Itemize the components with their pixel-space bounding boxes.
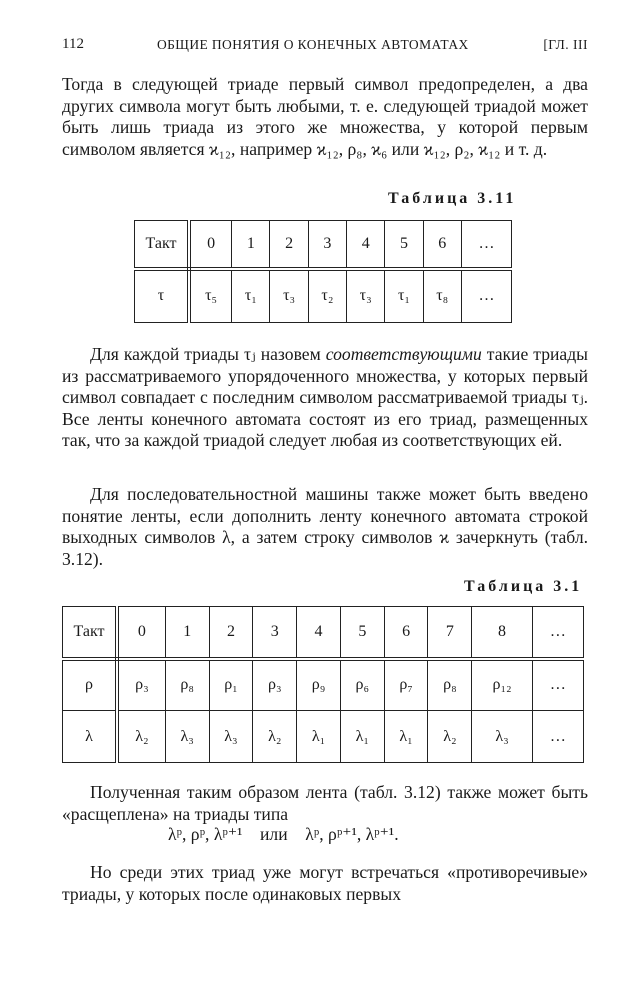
table-3-11 <box>134 220 512 323</box>
table-cell: τ₁ <box>232 269 270 323</box>
table-cell: τ₅ <box>189 269 232 323</box>
page-number: 112 <box>62 36 84 52</box>
table-cell: λ₁ <box>384 711 428 763</box>
table-cell: 5 <box>340 607 384 659</box>
table-3-11-caption: Таблица 3.11 <box>388 190 517 207</box>
table-cell: … <box>461 221 511 269</box>
table-cell: τ₃ <box>270 269 308 323</box>
table-cell: ρ₇ <box>384 659 428 711</box>
table-cell: 5 <box>385 221 423 269</box>
table-cell: 4 <box>297 607 341 659</box>
running-header <box>62 36 588 60</box>
table-cell: ρ₃ <box>117 659 165 711</box>
table-cell: 3 <box>308 221 346 269</box>
table-3-12 <box>62 606 584 763</box>
table-cell: 0 <box>117 607 165 659</box>
paragraph-1: Тогда в следующей триаде первый символ предопределен, а два других символа могут быть любыми, т. е. следующей триадой может быть лишь триада из этого же множества, у которой первым символом является ϰ₁₂, например ϰ₁₂, ρ₈, ϰ₆ или ϰ₁₂, ρ₂, ϰ₁₂ и т. д. <box>62 74 588 159</box>
table-cell: 6 <box>384 607 428 659</box>
table-3-12-row-rho <box>63 659 584 711</box>
table-cell: 3 <box>253 607 297 659</box>
table-cell: 7 <box>428 607 472 659</box>
paragraph-2-end: такие триады из рассматриваемого упорядоченного множества, у которых первый символ совпадает с последним символом рассматриваемой триады τⱼ. Все ленты конечного автомата состоят из его триад, размещенных так, что за каждой триадой следует любая из соответствующих ей. <box>62 344 588 451</box>
paragraph-5: Но среди этих триад уже могут встречаться «противоречивые» триады, у которых после одинаковых первых <box>62 862 588 904</box>
table-cell: 1 <box>165 607 209 659</box>
table-cell: 8 <box>472 607 533 659</box>
table-cell: 2 <box>270 221 308 269</box>
triad-formula <box>168 824 488 845</box>
table-cell: ρ₁ <box>209 659 253 711</box>
table-cell: Такт <box>135 221 190 269</box>
table-cell: 4 <box>347 221 385 269</box>
table-cell: λ₁ <box>297 711 341 763</box>
table-cell: τ₁ <box>385 269 423 323</box>
table-cell: λ₃ <box>472 711 533 763</box>
paragraph-3: Для последовательностной машины также может быть введено понятие ленты, если дополнить ленту конечного автомата строкой выходных символов λ, а затем строку символов ϰ зачеркнуть (табл. 3.12). <box>62 484 588 569</box>
table-cell: λ <box>63 711 118 763</box>
table-cell: ρ₈ <box>428 659 472 711</box>
table-cell: Такт <box>63 607 118 659</box>
table-cell: 1 <box>232 221 270 269</box>
table-cell: 6 <box>423 221 461 269</box>
running-title: ОБЩИЕ ПОНЯТИЯ О КОНЕЧНЫХ АВТОМАТАХ <box>157 37 469 52</box>
emphasized-term: соответствующими <box>325 344 482 364</box>
table-cell: … <box>532 711 583 763</box>
chapter-marker: [ГЛ. III <box>543 37 588 52</box>
table-cell: ρ₆ <box>340 659 384 711</box>
table-cell: ρ₈ <box>165 659 209 711</box>
table-cell: … <box>532 659 583 711</box>
table-cell: … <box>532 607 583 659</box>
formula-connector: или <box>260 824 288 844</box>
table-cell: ρ₉ <box>297 659 341 711</box>
paragraph-2-start: Для каждой триады τⱼ назовем <box>90 344 326 364</box>
table-cell: τ₈ <box>423 269 461 323</box>
table-cell: λ₂ <box>117 711 165 763</box>
table-cell: λ₃ <box>165 711 209 763</box>
table-cell: ρ <box>63 659 118 711</box>
table-3-11-row-takt <box>135 221 512 269</box>
table-3-12-caption: Таблица 3.1 <box>464 578 583 595</box>
table-cell: λ₂ <box>428 711 472 763</box>
table-cell: λ₂ <box>253 711 297 763</box>
table-cell: 0 <box>189 221 232 269</box>
table-3-12-row-takt <box>63 607 584 659</box>
table-cell: ρ₃ <box>253 659 297 711</box>
table-3-12-row-lambda <box>63 711 584 763</box>
table-cell: … <box>461 269 511 323</box>
table-cell: λ₃ <box>209 711 253 763</box>
table-cell: λ₁ <box>340 711 384 763</box>
table-3-11-row-tau <box>135 269 512 323</box>
formula-right: λᵖ, ρᵖ⁺¹, λᵖ⁺¹. <box>305 824 399 844</box>
table-cell: ρ₁₂ <box>472 659 533 711</box>
table-cell: τ₂ <box>308 269 346 323</box>
table-cell: τ₃ <box>347 269 385 323</box>
table-cell: τ <box>135 269 190 323</box>
paragraph-4: Полученная таким образом лента (табл. 3.12) также может быть «расщеплена» на триады типа <box>62 782 588 824</box>
table-cell: 2 <box>209 607 253 659</box>
paragraph-2 <box>62 344 588 452</box>
formula-left: λᵖ, ρᵖ, λᵖ⁺¹ <box>168 824 243 844</box>
